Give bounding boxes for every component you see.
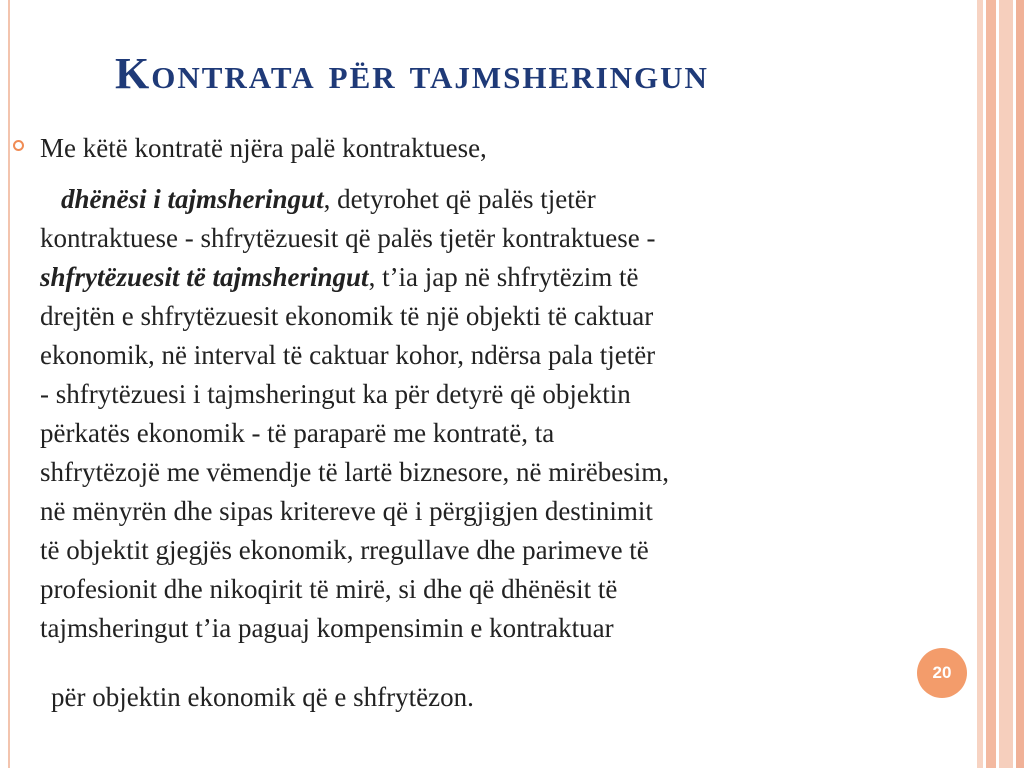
- right-stripe-decoration: [999, 0, 1013, 768]
- body-line: shfrytëzojë me vëmendje të lartë biznesore, në mirëbesim,: [40, 457, 669, 487]
- body-paragraph: [40, 180, 970, 648]
- right-stripe-decoration: [986, 0, 996, 768]
- bullet-lead-text: Me këtë kontratë njëra palë kontraktuese,: [40, 133, 487, 163]
- bullet-circle-icon: [13, 140, 24, 151]
- emphasis-term: dhënësi i tajmsheringut: [61, 184, 324, 214]
- body-line: përkatës ekonomik - të paraparë me kontratë, ta: [40, 418, 555, 448]
- body-line: të objektit gjegjës ekonomik, rregullave dhe parimeve të: [40, 535, 649, 565]
- body-line: - shfrytëzuesi i tajmsheringut ka për detyrë që objektin: [40, 379, 631, 409]
- slide-title: Kontrata për tajmsheringun: [115, 49, 709, 98]
- body-line: tajmsheringut t’ia paguaj kompensimin e kontraktuar: [40, 613, 614, 643]
- body-line: ekonomik, në interval të caktuar kohor, ndërsa pala tjetër: [40, 340, 656, 370]
- body-line: drejtën e shfrytëzuesit ekonomik të një objekti të caktuar: [40, 301, 654, 331]
- emphasis-term: shfrytëzuesit të tajmsheringut: [40, 262, 369, 292]
- right-stripe-decoration: [1016, 0, 1024, 768]
- body-line: [40, 258, 970, 297]
- body-line-final: për objektin ekonomik që e shfrytëzon.: [51, 682, 474, 712]
- body-text: , detyrohet që palës tjetër: [323, 184, 596, 214]
- body-text: , t’ia jap në shfrytëzim të: [368, 262, 639, 292]
- body-line: kontraktuese - shfrytëzuesit që palës tjetër kontraktuese -: [40, 223, 656, 253]
- body-line: në mënyrën dhe sipas kritereve që i përgjigjen destinimit: [40, 496, 653, 526]
- right-stripe-decoration: [977, 0, 983, 768]
- body-line: [40, 180, 970, 219]
- page-number-badge: 20: [917, 648, 967, 698]
- left-border-decoration: [8, 0, 10, 768]
- body-line: profesionit dhe nikoqirit të mirë, si dhe që dhënësit të: [40, 574, 618, 604]
